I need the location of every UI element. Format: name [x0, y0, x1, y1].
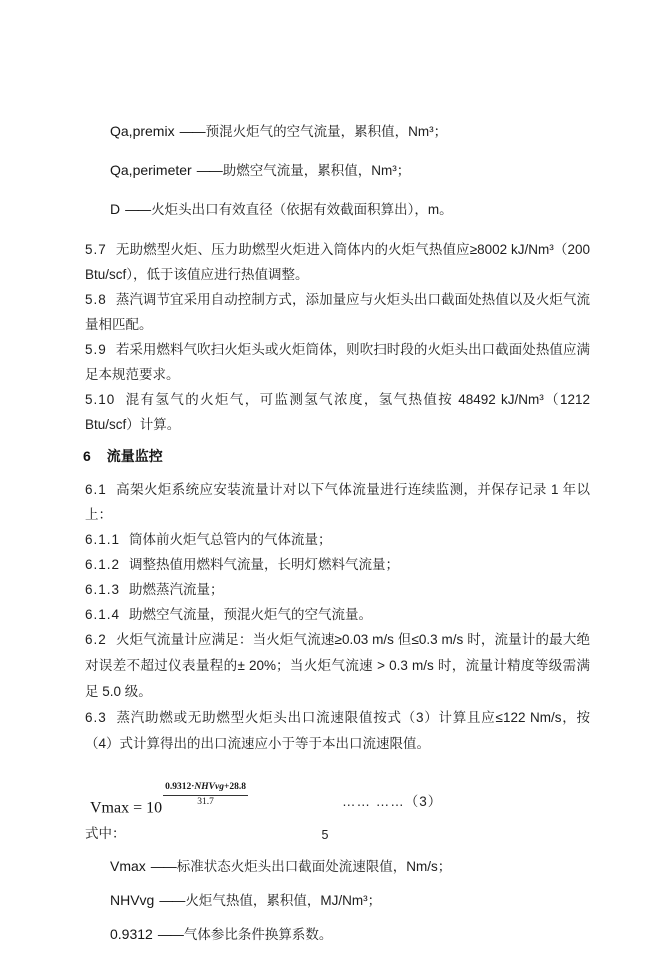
clause-text: 蒸汽调节宜采用自动控制方式，添加量应与火炬头出口截面处热值以及火炬气流量相匹配。 [85, 292, 590, 332]
em-dash: —— [159, 893, 185, 908]
equation-lhs: Vmax = 10 [90, 799, 163, 817]
clause-text: 火炬气流量计应满足：当火炬气流速≥0.03 m/s 但≤0.3 m/s 时，流量计的最大绝对误差不超过仪表量程的± 20%；当火炬气流速 > 0.3 m/s 时，流量计精度等级需满足 5.0 级。 [85, 632, 590, 699]
em-dash: —— [125, 202, 151, 217]
clause-number: 6.3 [85, 710, 107, 725]
section-title: 流量监控 [106, 448, 163, 464]
fraction-denominator: 31.7 [197, 796, 214, 807]
equation-number-leader: …… ……（3） [342, 794, 443, 809]
equation-exponent-fraction [163, 782, 248, 808]
symbol-definition [110, 889, 590, 912]
clause-number: 6.1 [85, 482, 107, 497]
numerator-coefficient: 0.9312· [165, 782, 195, 793]
where-label: 式中： [85, 826, 126, 841]
em-dash: —— [179, 124, 205, 139]
clause-6-1 [85, 477, 590, 527]
clause-6-1-1 [85, 527, 590, 552]
clause-5-10 [85, 387, 590, 437]
fraction-numerator [163, 782, 248, 795]
symbol-desc: 火炬头出口有效直径（依据有效截面积算出），m。 [151, 202, 453, 217]
clause-number: 6.1.4 [85, 607, 121, 622]
clause-number: 5.7 [85, 242, 107, 257]
clause-number: 5.10 [85, 392, 116, 407]
clause-5-7 [85, 237, 590, 287]
symbol-definition [110, 198, 590, 221]
clause-6-1-2 [85, 552, 590, 577]
symbol-definition [110, 159, 590, 182]
section-6-clauses [85, 477, 590, 757]
symbol-desc: 预混火炬气的空气流量，累积值，Nm³； [205, 124, 448, 139]
symbol-term: 0.9312 [110, 926, 153, 942]
clause-text: 助燃空气流量，预混火炬气的空气流量。 [129, 607, 373, 622]
section-6-heading [83, 445, 590, 467]
equation-row [85, 781, 590, 819]
clause-5-8 [85, 287, 590, 337]
em-dash: —— [150, 859, 176, 874]
clause-text: 调整热值用燃料气流量，长明灯燃料气流量； [129, 557, 400, 572]
clause-number: 6.1.2 [85, 557, 121, 572]
symbol-desc: 气体参比条件换算系数。 [183, 927, 333, 942]
clause-text: 混有氢气的火炬气，可监测氢气浓度，氢气热值按 48492 kJ/Nm³（1212 Btu/scf）计算。 [85, 392, 590, 432]
symbol-term: D [110, 201, 121, 217]
clause-number: 6.1.1 [85, 532, 121, 547]
clause-text: 筒体前火炬气总管内的气体流量； [129, 532, 332, 547]
clause-text: 若采用燃料气吹扫火炬头或火炬筒体，则吹扫时段的火炬头出口截面处热值应满足本规范要求。 [85, 342, 590, 382]
clause-6-2 [85, 627, 590, 705]
symbol-definition [110, 923, 590, 946]
clause-6-1-3 [85, 577, 590, 602]
symbol-term: Qa,perimeter [110, 162, 192, 178]
symbol-desc: 火炬气热值，累积值，MJ/Nm³； [185, 893, 382, 908]
em-dash: —— [196, 163, 222, 178]
section-5-clauses [85, 237, 590, 437]
symbol-definition [110, 855, 590, 878]
clause-5-9 [85, 337, 590, 387]
symbol-desc: 助燃空气流量，累积值，Nm³； [222, 163, 411, 178]
clause-number: 5.9 [85, 342, 107, 357]
symbol-definitions-top [85, 120, 590, 221]
em-dash: —— [157, 927, 183, 942]
clause-text: 助燃蒸汽流量； [129, 582, 224, 597]
page-number: 5 [321, 828, 329, 842]
symbol-term: Vmax [110, 858, 146, 874]
symbol-desc: 标准状态火炬头出口截面处流速限值，Nm/s； [176, 859, 452, 874]
symbol-definitions-bottom [85, 855, 590, 946]
clause-text: 蒸汽助燃或无助燃型火炬头出口流速限值按式（3）计算且应≤122 Nm/s，按（4）式计算得出的出口流速应小于等于本出口流速限值。 [85, 710, 590, 751]
clause-number: 5.8 [85, 292, 107, 307]
symbol-term: NHVvg [110, 892, 155, 908]
symbol-term: Qa,premix [110, 123, 175, 139]
clause-text: 高架火炬系统应安装流量计对以下气体流量进行连续监测，并保存记录 1 年以上： [85, 482, 590, 522]
equation-3 [85, 782, 342, 817]
clause-6-1-4 [85, 602, 590, 627]
clause-6-3 [85, 705, 590, 757]
numerator-constant: +28.8 [223, 782, 247, 793]
symbol-definition [110, 120, 590, 143]
clause-number: 6.1.3 [85, 582, 121, 597]
numerator-variable: NHVvg [194, 782, 224, 793]
clause-number: 6.2 [85, 632, 107, 647]
clause-text: 无助燃型火炬、压力助燃型火炬进入筒体内的火炬气热值应≥8002 kJ/Nm³（200 Btu/scf），低于该值应进行热值调整。 [85, 242, 590, 282]
section-number: 6 [83, 448, 91, 464]
